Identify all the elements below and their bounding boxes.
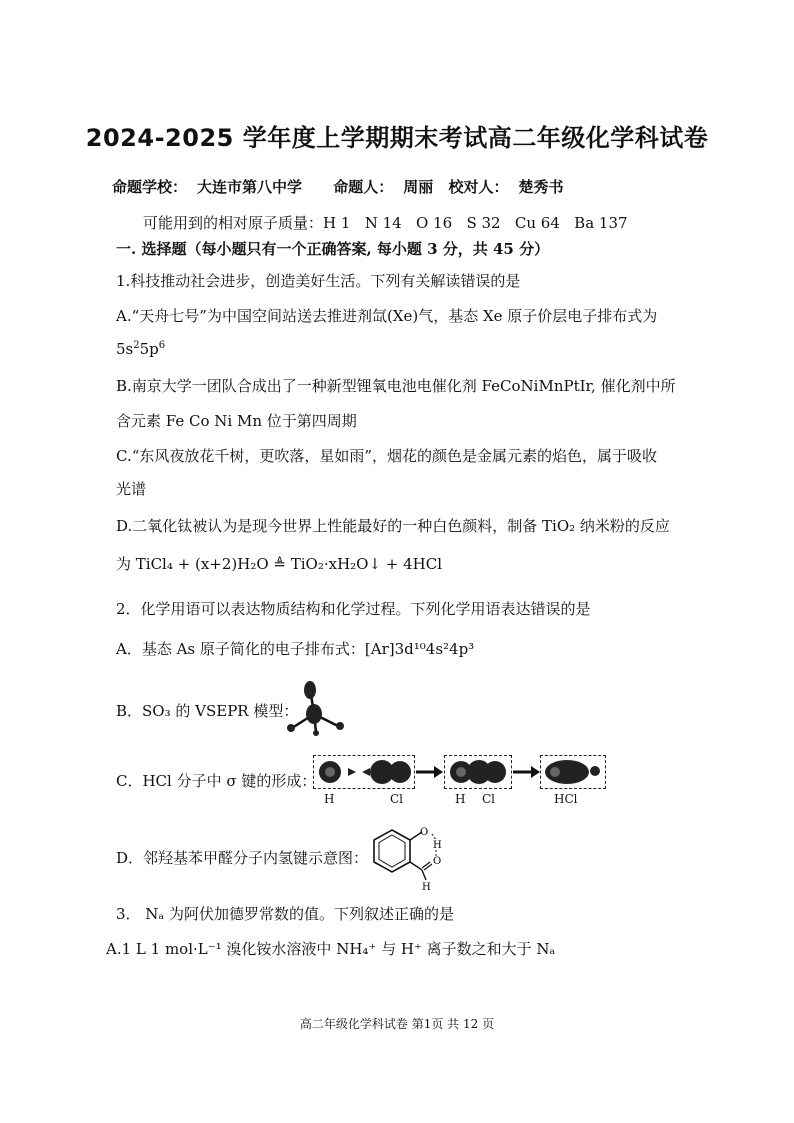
q1-option-d-line2: 为 TiCl₄ + (x+2)H₂O ≜ TiO₂·xH₂O↓ + 4HCl — [116, 555, 443, 573]
page-title: 2024-2025 学年度上学期期末考试高二年级化学科试卷 — [85, 124, 709, 152]
q2-stem: 2．化学用语可以表达物质结构和化学过程。下列化学用语表达错误的是 — [116, 600, 591, 618]
atomic-mass-values: H 1 N 14 O 16 S 32 Cu 64 Ba 137 — [323, 214, 628, 232]
exam-info-line — [112, 176, 574, 197]
hcl-orbital-sigma-bond — [543, 758, 603, 786]
q1-a-config-5p: 5p — [139, 340, 159, 358]
atom-h-hydroxyl: H — [433, 840, 442, 851]
label-h-2: H — [455, 792, 466, 806]
q1-option-d-line1: D.二氧化钛被认为是现今世界上性能最好的一种白色颜料，制备 TiO₂ 纳米粉的反应 — [116, 517, 670, 535]
section-heading: 一. 选择题（每小题只有一个正确答案, 每小题 3 分，共 45 分） — [116, 240, 550, 258]
atomic-mass-label: 可能用到的相对原子质量： — [143, 214, 324, 232]
q1-option-c-line1: C.“东风夜放花千树，更吹落，星如雨”，烟花的颜色是金属元素的焰色，属于吸收 — [116, 447, 658, 465]
q3-stem: 3． Nₐ 为阿伏加德罗常数的值。下列叙述正确的是 — [116, 905, 454, 923]
reviewer-label: 校对人： — [448, 178, 509, 196]
atom-o-hydroxyl: O — [420, 827, 429, 838]
label-cl-1: Cl — [390, 792, 404, 806]
q1-stem: 1.科技推动社会进步，创造美好生活。下列有关解读错误的是 — [116, 272, 521, 290]
school-label: 命题学校： — [112, 178, 188, 196]
q1-option-c-line2: 光谱 — [116, 480, 147, 498]
arrow-icon — [511, 764, 541, 780]
arrow-icon — [414, 764, 444, 780]
atom-o-carbonyl: O — [433, 856, 442, 867]
q1-option-b-line1: B.南京大学一团队合成出了一种新型锂氧电池电催化剂 FeCoNiMnPtIr, 催化剂中所 — [116, 377, 676, 395]
q3-option-a: A.1 L 1 mol·L⁻¹ 溴化铵水溶液中 NH₄⁺ 与 H⁺ 离子数之和大于 Nₐ — [106, 940, 556, 958]
salicylaldehyde-hbond-diagram — [370, 820, 450, 892]
label-cl-2: Cl — [482, 792, 496, 806]
q2-a-formula: [Ar]3d¹⁰4s²4p³ — [364, 640, 475, 658]
q1-option-b-line2: 含元素 Fe Co Ni Mn 位于第四周期 — [116, 412, 357, 430]
page-footer: 高二年级化学科试卷 第1页 共 12 页 — [299, 1017, 495, 1031]
q1-a-config-5p-sup: 6 — [158, 340, 166, 351]
q2-option-c: C．HCl 分子中 σ 键的形成： — [116, 772, 317, 790]
reviewer-name: 楚秀书 — [518, 178, 564, 196]
q2-option-d: D．邻羟基苯甲醛分子内氢键示意图： — [116, 849, 369, 867]
q2-option-a — [116, 638, 474, 659]
atom-h-aldehyde: H — [422, 882, 431, 892]
atomic-mass-line — [143, 212, 628, 233]
q2-a-text: A．基态 As 原子简化的电子排布式： — [116, 640, 365, 658]
hcl-orbitals-overlapping — [447, 758, 509, 786]
author-label: 命题人： — [333, 178, 394, 196]
school-name: 大连市第八中学 — [197, 178, 303, 196]
q1-option-a-line2 — [116, 340, 165, 358]
author-name: 周丽 — [403, 178, 434, 196]
q1-option-a-line1: A.“天舟七号”为中国空间站送去推进剂氙(Xe)气，基态 Xe 原子价层电子排布式为 — [116, 307, 658, 325]
label-hcl: HCl — [554, 792, 578, 806]
q2-option-b: B．SO₃ 的 VSEPR 模型： — [116, 702, 299, 720]
q1-a-config-5s-sup: 2 — [133, 340, 140, 351]
hcl-orbitals-separated — [316, 758, 412, 786]
q1-a-config-5s: 5s — [116, 340, 134, 358]
label-h-1: H — [324, 792, 335, 806]
so3-vsepr-model — [280, 676, 360, 746]
